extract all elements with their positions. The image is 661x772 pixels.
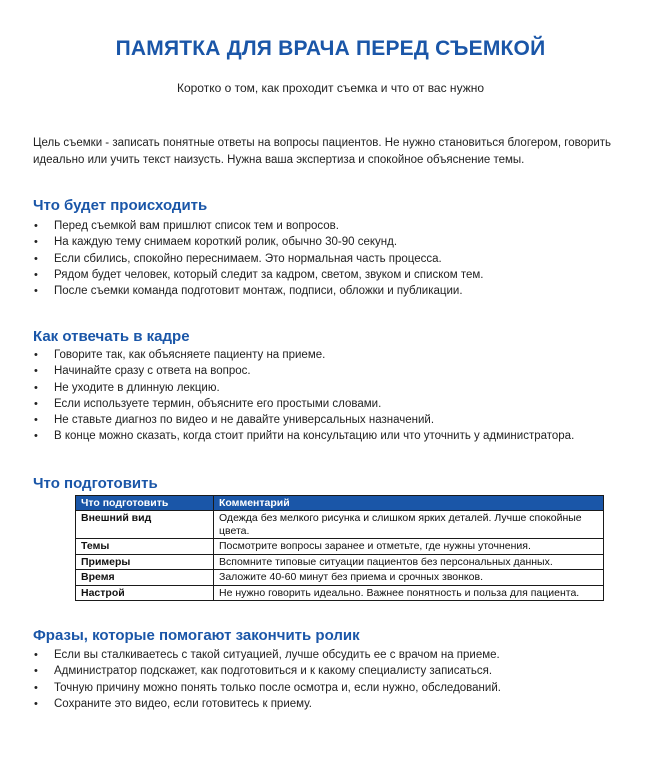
table-row xyxy=(76,570,604,586)
list-item-text: В конце можно сказать, когда стоит прийти на консультацию или что уточнить у администратора. xyxy=(54,430,575,443)
bullet-icon: • xyxy=(34,252,38,265)
bullet-icon: • xyxy=(34,285,38,298)
list-item xyxy=(33,428,643,444)
bullet-icon: • xyxy=(34,414,38,427)
bullet-icon: • xyxy=(34,349,38,361)
bullet-icon: • xyxy=(34,430,38,443)
table-row xyxy=(76,585,604,601)
list-item-text: Сохраните это видео, если готовитесь к приему. xyxy=(54,697,312,710)
list-item-text: Перед съемкой вам пришлют список тем и вопросов. xyxy=(54,220,339,232)
table-row xyxy=(76,554,604,570)
bullet-icon: • xyxy=(34,381,38,394)
list-item-text: Если используете термин, объясните его простыми словами. xyxy=(54,397,382,410)
table-cell-comment: Одежда без мелкого рисунка и слишком ярких деталей. Лучше спокойные цвета. xyxy=(214,511,604,539)
list-item-text: Если сбились, спокойно переснимаем. Это нормальная часть процесса. xyxy=(54,252,442,265)
table-cell-item: Внешний вид xyxy=(76,511,214,539)
list-item xyxy=(33,267,643,283)
table-header-cell: Что подготовить xyxy=(76,496,214,511)
table-cell-comment: Посмотрите вопросы заранее и отметьте, где нужны уточнения. xyxy=(214,539,604,555)
list-item-text: Точную причину можно понять только после осмотра и, если нужно, обследований. xyxy=(54,681,501,694)
bullet-icon: • xyxy=(34,236,38,249)
list-item xyxy=(33,663,643,679)
list-item xyxy=(33,218,643,234)
document-title: ПАМЯТКА ДЛЯ ВРАЧА ПЕРЕД СЪЕМКОЙ xyxy=(115,37,546,60)
prepare-table xyxy=(75,495,604,601)
table-cell-comment: Заложите 40-60 минут без приема и срочных звонков. xyxy=(214,570,604,586)
table-header-cell: Комментарий xyxy=(214,496,604,511)
bullet-icon: • xyxy=(34,649,38,661)
list-item-text: Рядом будет человек, который следит за кадром, светом, звуком и списком тем. xyxy=(54,268,484,281)
list-item-text: Если вы сталкиваетесь с такой ситуацией, лучше обсудить ее с врачом на приеме. xyxy=(54,649,500,661)
list-item xyxy=(33,363,643,379)
table-header-row xyxy=(76,496,604,511)
table-cell-comment: Вспомните типовые ситуации пациентов без персональных данных. xyxy=(214,554,604,570)
table-cell-item: Примеры xyxy=(76,554,214,570)
section-heading-phrases: Фразы, которые помогают закончить ролик xyxy=(33,627,360,644)
list-how-to-answer xyxy=(33,347,643,445)
table-cell-item: Темы xyxy=(76,539,214,555)
table-cell-comment: Не нужно говорить идеально. Важнее понятность и польза для пациента. xyxy=(214,585,604,601)
bullet-icon: • xyxy=(34,220,38,232)
list-item-text: На каждую тему снимаем короткий ролик, обычно 30-90 секунд. xyxy=(54,236,398,249)
list-item xyxy=(33,680,643,696)
document-subtitle: Коротко о том, как проходит съемка и что от вас нужно xyxy=(176,81,485,95)
table-cell-item: Время xyxy=(76,570,214,586)
list-item xyxy=(33,234,643,250)
table-row xyxy=(76,511,604,539)
list-item xyxy=(33,380,643,396)
list-item-text: Говорите так, как объясняете пациенту на приеме. xyxy=(54,349,326,361)
bullet-icon: • xyxy=(34,365,38,378)
list-item-text: Начинайте сразу с ответа на вопрос. xyxy=(54,365,251,378)
bullet-icon: • xyxy=(34,681,38,694)
section-heading-what-happens: Что будет происходить xyxy=(33,197,208,214)
list-item-text: Администратор подскажет, как подготовиться и к какому специалисту записаться. xyxy=(54,665,493,678)
list-item xyxy=(33,251,643,267)
list-item xyxy=(33,412,643,428)
list-item xyxy=(33,696,643,712)
table-cell-item: Настрой xyxy=(76,585,214,601)
table-row xyxy=(76,539,604,555)
bullet-icon: • xyxy=(34,397,38,410)
bullet-icon: • xyxy=(34,697,38,710)
list-item xyxy=(33,647,643,663)
list-item xyxy=(33,347,643,363)
list-item xyxy=(33,396,643,412)
section-heading-prepare: Что подготовить xyxy=(33,475,158,492)
bullet-icon: • xyxy=(34,665,38,678)
bullet-icon: • xyxy=(34,268,38,281)
list-item-text: Не ставьте диагноз по видео и не давайте универсальных назначений. xyxy=(54,414,435,427)
intro-paragraph: Цель съемки - записать понятные ответы на вопросы пациентов. Не нужно становиться блогером, говорить идеально или учить текст наизусть. Нужна ваша экспертиза и спокойное объяснение темы. xyxy=(33,137,612,166)
section-heading-how-to-answer: Как отвечать в кадре xyxy=(33,328,190,345)
list-item-text: Не уходите в длинную лекцию. xyxy=(54,381,220,394)
list-item-text: После съемки команда подготовит монтаж, подписи, обложки и публикации. xyxy=(54,285,463,298)
list-phrases xyxy=(33,647,643,712)
list-what-happens xyxy=(33,218,643,299)
list-item xyxy=(33,283,643,299)
